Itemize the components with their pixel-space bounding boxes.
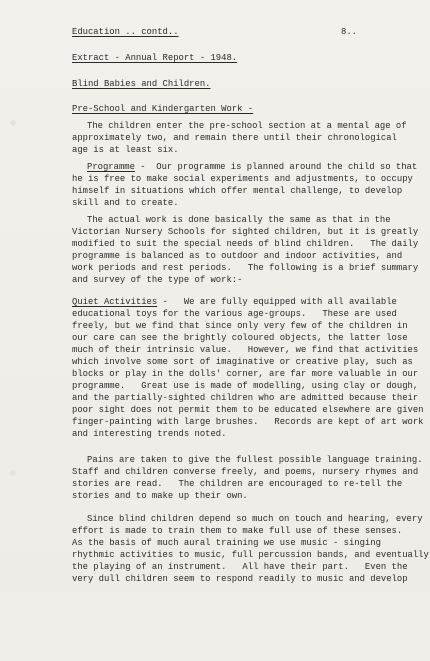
- paragraph-line: stories are read. The children are encouraged to re-tell the: [72, 479, 403, 489]
- paragraph-line: Since blind children depend so much on touch and hearing, every: [87, 514, 423, 524]
- paragraph-line: Victorian Nursery Schools for sighted children, but it is greatly: [72, 227, 419, 237]
- paragraph-line: blocks or play in the dolls' corner, are far more valuable in our: [72, 369, 419, 379]
- running-header: Education .. contd..: [72, 27, 179, 37]
- paragraph-line: modified to suit the special needs of blind children. The daily: [72, 239, 419, 249]
- paragraph-line: As the basis of much aural training we use music - singing: [72, 538, 381, 548]
- paragraph-line: educational toys for the various age-groups. These are used: [72, 309, 397, 319]
- paragraph-line: work periods and rest periods. The following is a brief summary: [72, 263, 419, 273]
- paragraph-line: and the partially-sighted children who are admitted because their: [72, 393, 419, 403]
- page-number: 8..: [341, 27, 357, 37]
- paragraph-line: programme is balanced as to outdoor and indoor activities, and: [72, 251, 403, 261]
- paragraph-line: [72, 297, 397, 309]
- paragraph-text: - Our programme is planned around the child so that: [134, 162, 418, 172]
- paragraph-line: very dull children seem to respond readily to music and develop: [72, 574, 408, 584]
- paragraph-line: himself in situations which offer mental challenge, to develop: [72, 186, 403, 196]
- paragraph-line: he is free to make social experiments and adjustments, to occupy: [72, 174, 413, 184]
- paragraph-line: approximately two, and remain there until their chronological: [72, 133, 397, 143]
- paragraph-line: age is at least six.: [72, 145, 179, 155]
- section-heading: Blind Babies and Children.: [72, 79, 211, 89]
- paragraph-line: effort is made to train them to make full use of these senses.: [72, 526, 403, 536]
- paragraph-line: The actual work is done basically the same as that in the: [87, 215, 391, 225]
- paragraph-line: and survey of the type of work:-: [72, 275, 243, 285]
- paragraph-line: programme. Great use is made of modelling, using clay or dough,: [72, 381, 419, 391]
- quiet-activities-label: Quiet Activities: [72, 297, 158, 307]
- paragraph-line: our care can see the brightly coloured objects, the latter lose: [72, 333, 408, 343]
- paragraph-text: - We are fully equipped with all available: [157, 297, 397, 307]
- paragraph-line: freely, but we find that since only very few of the children in: [72, 321, 408, 331]
- paragraph-line: Pains are taken to give the fullest possible language training.: [87, 455, 423, 465]
- paragraph-line: and interesting trends noted.: [72, 429, 227, 439]
- paragraph-line: skill and to create.: [72, 198, 179, 208]
- paragraph-line: The children enter the pre-school section at a mental age of: [87, 121, 407, 131]
- paragraph-line: rhythmic activities to music, full percussion bands, and eventually: [72, 550, 429, 560]
- paragraph-line: [87, 162, 417, 174]
- paragraph-line: the playing of an instrument. All have their part. Even the: [72, 562, 408, 572]
- paragraph-line: stories and to make up their own.: [72, 491, 248, 501]
- subsection-heading: Pre-School and Kindergarten Work -: [72, 104, 254, 114]
- paragraph-line: finger-painting with large brushes. Records are kept of art work: [72, 417, 424, 427]
- paragraph-line: poor sight does not permit them to be educated elsewhere are given: [72, 405, 424, 415]
- paragraph-line: much of their intrinsic value. However, we find that activities: [72, 345, 419, 355]
- paragraph-line: Staff and children converse freely, and poems, nursery rhymes and: [72, 467, 419, 477]
- extract-heading: Extract - Annual Report - 1948.: [72, 53, 238, 63]
- programme-label: Programme: [87, 162, 135, 172]
- paragraph-line: which involve some sort of imaginative or creative play, such as: [72, 357, 413, 367]
